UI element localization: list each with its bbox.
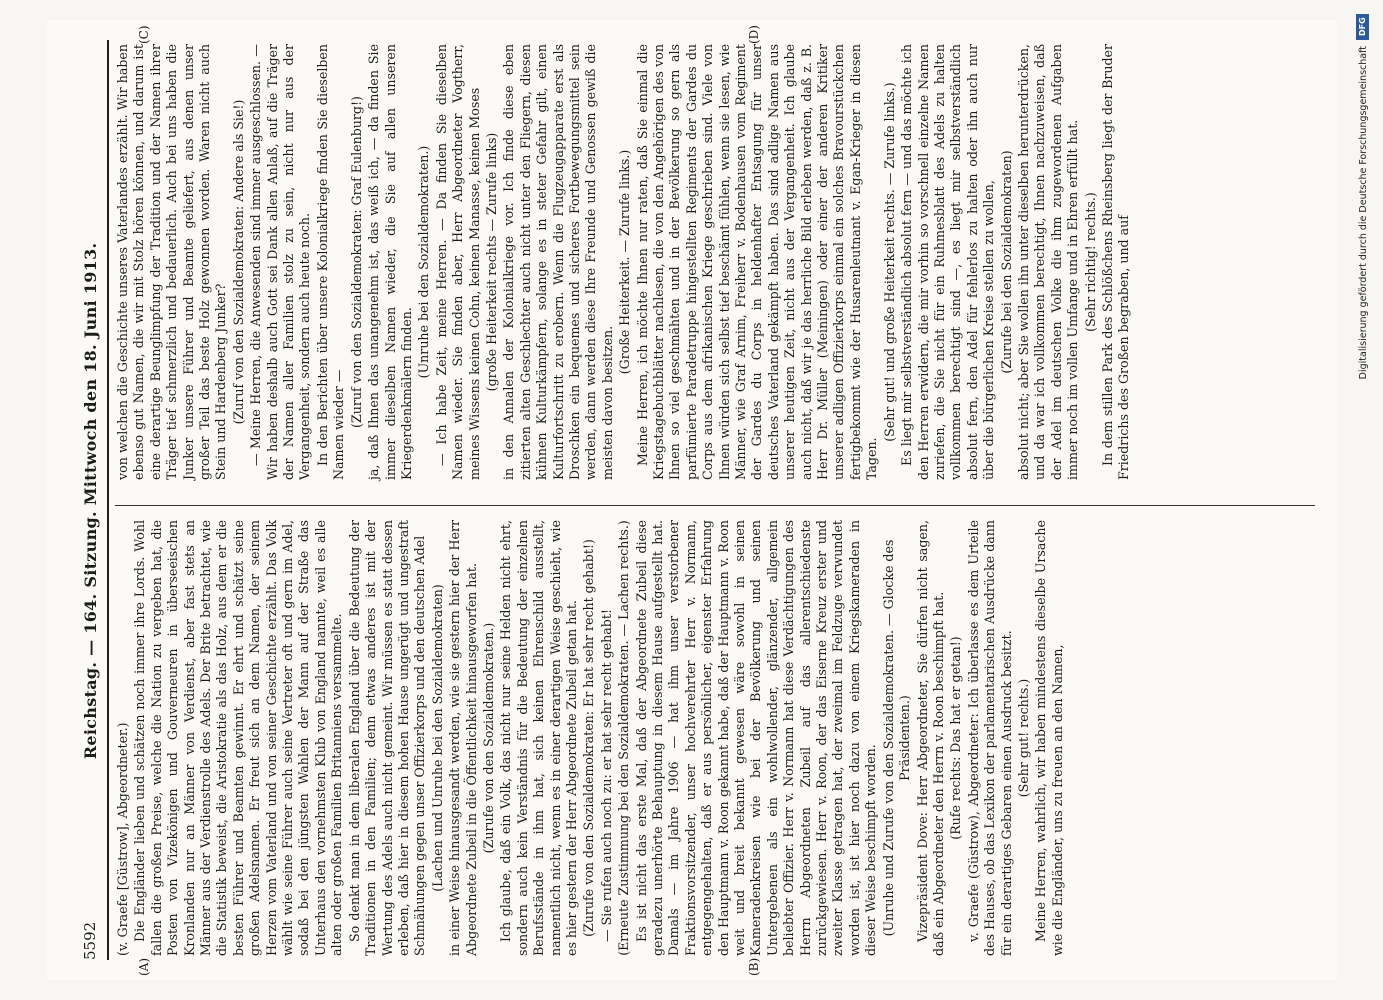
interjection: (Rufe rechts: Das hat er getan!) bbox=[947, 636, 963, 840]
interjection: (Zurufe von den Sozialdemokraten: Er hat sehr recht gehabt!) bbox=[580, 539, 596, 937]
paragraph: — Sie rufen auch noch zu: er hat sehr recht gehabt! bbox=[598, 609, 614, 942]
paragraph: — Ich habe Zeit, meine Herren. — Da finden Sie dieselben Namen wieder. Sie finden aber, Herr Abgeordneter Vogtherr, meines Wissens keinen Cohn, keinen Manasse, keinen Moses bbox=[433, 44, 482, 480]
margin-mark-d: (D) bbox=[746, 25, 761, 44]
dfg-logo: DFG bbox=[1356, 14, 1369, 40]
paragraph: In den Berichten über unsere Kolonialkriege finden Sie dieselben Namen wieder — bbox=[314, 44, 346, 480]
right-text-column bbox=[115, 44, 1134, 480]
paragraph: In dem stillen Park des Schlößchens Rheinsberg liegt der Bruder Friedrichs des Großen begraben, und auf bbox=[1099, 44, 1131, 480]
paragraph: in einer Weise hinausgesandt werden, wie sie gestern hier der Herr Abgeordnete Zubeil in die Öffentlichkeit hinausgeworfen hat. bbox=[446, 520, 479, 956]
margin-mark-a: (A) bbox=[136, 957, 151, 976]
paragraph: Ich glaube, daß ein Volk, das nicht nur seine Helden nicht ehrt, sondern auch kein Verständnis für die Bedeutung der einzelnen Berufsstände in ihm hat, sich keinen Ehrenschild ausstellt, namentlich nicht, wenn es in einer derartigen Weise geschieht, wie es hier gestern der Herr Abgeordnete Zubeil getan hat. bbox=[497, 520, 579, 956]
paragraph: ja, daß Ihnen das unangenehm ist, das weiß ich, — da finden Sie immer dieselben Namen wieder, die Sie auf allen unseren Kriegerdenkmälern finden. bbox=[365, 44, 414, 480]
interjection: (Sehr gut! rechts.) bbox=[1015, 678, 1031, 798]
paragraph: Meine Herren, wahrlich, wir haben mindestens dieselbe Ursache wie die Engländer, uns zu freuen an den Namen, bbox=[1032, 520, 1065, 956]
paragraph: Meine Herren, ich möchte Ihnen nur raten, daß Sie einmal die Kriegstagebuchblätter nachlesen, die von den Angehörigen des von Ihnen so viel geschmähten und in der Bevölkerung so gern als parfümierte Paradetruppe hingestellten Regiments der Gardes du Corps aus dem afrikanischen Kriege geschrieben sind. Viele von Ihnen würden sich selbst tief beschämt fühlen, wenn sie lesen, wie Männer, wie Graf Arnim, Freiherr v. Bodenhausen vom Regiment der Gardes du Corps in heldenhafter Entsagung für unser deutsches Vaterland gekämpft haben. Das sind adlige Namen aus unserer heutigen Zeit, nicht aus der Vergangenheit. Ich glaube auch nicht, daß wir je das herrliche Bild erleben werden, daß z. B. Herr Dr. Müller (Meiningen) oder einer der anderen Kritiker unserer adligen Offizierkorps einmal ein solches Bravourstückchen fertigbekommt wie der Husarenleutnant v. Egan-Krieger in diesen Tagen. bbox=[634, 44, 879, 480]
left-text-column bbox=[115, 520, 1067, 956]
paragraph: in den Annalen der Kolonialkriege vor. Ich finde diese eben zitierten alten Geschlechter auch nicht unter den Fliegern, diesen kühnen Kulturkämpfern, solange es in steter Gefahr gilt, einen Kulturfortschritt zu erobern. Wenn die Flugzeugapparate erst als Droschken ein bequemes und sicheres Fortbewegungsmittel sein werden, dann werden diese Ihre Freunde und Genossen gewiß die meisten davon besitzen. bbox=[500, 44, 615, 480]
margin-mark-b: (B) bbox=[746, 957, 761, 976]
digitization-credit: Digitalisierung gefördert durch die Deutsche Forschungsgemeinschaft bbox=[1358, 46, 1369, 380]
paragraph: absolut nicht; aber Sie wollen ihn unter dieselben herunterdrücken, und da war ich vollkommen berechtigt, Ihnen nachzuweisen, daß der Adel im deutschen Volke die ihm zugewordenen Aufgaben immer noch im vollen Umfange und in Ehren erfüllt hat. bbox=[1015, 44, 1080, 480]
interjection: (Zuruf von den Sozialdemokraten: Andere als Sie!) bbox=[230, 99, 246, 425]
paragraph: Es liegt mir selbstverständlich absolut fern — und das möchte ich den Herren erwidern, die mir vorhin so vorschnell einzelne Namen zuriefen, die Sie nicht für ein Ruhmesblatt des Adels zu halten vollkommen berechtigt sind —, es liegt mir selbstverständlich absolut fern, den Adel für fehlerlos zu halten oder ihn auch nur über die bürgerlichen Kreise stellen zu wollen, bbox=[898, 44, 996, 480]
paragraph: Vizepräsident Dove: Herr Abgeordneter, Sie dürfen nicht sagen, daß ein Abgeordneter den Herrn v. Roon beschimpft hat. bbox=[914, 520, 946, 956]
page-number: 5592 bbox=[80, 921, 99, 960]
page-header bbox=[75, 40, 105, 960]
interjection: (Sehr gut! und große Heiterkeit rechts. — Zurufe links.) bbox=[881, 82, 897, 442]
paragraph: So denkt man in dem liberalen England über die Bedeutung der Traditionen in den Familien; denn etwas anderes ist mit der Wertung des Adels auch nicht gemeint. Wir müssen es statt dessen erleben, daß hier in diesem hohen Hause ungerügt und ungestraft Schmähungen gegen unser Offizierkorps und den deutschen Adel bbox=[346, 520, 427, 956]
scanned-page bbox=[47, 20, 1337, 980]
interjection: (Erneute Zustimmung bei den Sozialdemokraten. — Lachen rechts.) bbox=[615, 520, 631, 956]
speaker-lead: (v. Graefe [Güstrow], Abgeordneter.) bbox=[114, 722, 130, 956]
interjection: (Sehr richtig! rechts.) bbox=[1082, 192, 1098, 332]
digitization-note bbox=[1353, 8, 1375, 988]
paragraph: Es ist nicht das erste Mal, daß der Abgeordnete Zubeil diese geradezu unerhörte Behauptung in diesem Hause aufgestellt hat. Damals — im Jahre 1906 — hat ihm unser verstorbener Fraktionsvorsitzender, unser hochverehrter Herr v. Normann, entgegengehalten, daß er aus persönlicher, eigenster Erfahrung den Hauptmann v. Roon gekannt habe, daß der Hauptmann v. Roon weit und breit bekannt gewesen wäre sowohl in seinen Kameradenkreisen wie bei der Bevölkerung und seinen Untergebenen als ein wohlwollender, glänzender, allgemein beliebter Offizier. Herr v. Normann hat diese Verdächtigungen des Herrn Abgeordneten Zubeil auf das allerentschiedenste zurückgewiesen. Herr v. Roon, der das Eiserne Kreuz erster und zweiter Klasse getragen hat, der zweimal im Feldzuge verwundet worden ist, ist hier noch dazu von einem Kriegskameraden in dieser Weise beschimpft worden. bbox=[633, 520, 878, 956]
page-title: Reichstag. — 164. Sitzung. Mittwoch den 18. Juni 1913. bbox=[80, 242, 99, 760]
paragraph: Die Engländer lieben und schätzen noch immer ihre Lords. Wohl fallen die großen Preise, welche die Nation zu vergeben hat, die Posten von Vizekönigen und Gouverneuren in überseeischen Kronlanden nur an Männer von Verdienst, aber fast stets an Männer aus der Verdienstrolle des Adels. Der Brite betrachtet, wie die Statistik beweist, die Aristokratie als das Holz, aus dem er die besten Führer und Beamten gewinnt. Er ehrt und schätzt seine großen Adelsnamen. Er freut sich an dem Namen, der seinem Herzen vom Vaterland und von seiner Geschichte erzählt. Das Volk wählt wie seine Führer auch seine Vertreter oft und gern im Adel, sodaß bei den jüngsten Wahlen der Mann auf der Straße das Unterhaus den vornehmsten Klub von England nannte, weil es alle alten oder großen Familien Britanniens versammelte. bbox=[131, 520, 344, 956]
paragraph: v. Graefe (Güstrow), Abgeordneter: Ich überlasse es dem Urteile des Hauses, ob das Lexikon der parlamentarischen Ausdrücke dann für ein derartiges Gebaren einen Ausdruck besitzt. bbox=[965, 520, 1014, 956]
paragraph: von welchen die Geschichte unseres Vaterlandes erzählt. Wir haben ebenso gut Namen, die wir mit Stolz hören können, und darum ist eine derartige Beunglimpfung der Tradition und der Namen ihrer Träger tief schmerzlich und bedauerlich. Auch bei uns haben die Junker unsere Führer und Beamte geliefert, aus denen unser großer Teil das beste Holz gewonnen worden. Waren nicht auch Stein und Hardenberg Junker? bbox=[114, 44, 228, 480]
interjection: (Unruhe bei den Sozialdemokraten.) bbox=[415, 145, 431, 379]
interjection: (Zurufe bei den Sozialdemokraten) bbox=[998, 150, 1014, 374]
interjection: (große Heiterkeit rechts — Zurufe links) bbox=[483, 132, 499, 392]
interjection: (Zurufe von den Sozialdemokraten.) bbox=[480, 622, 496, 854]
header-rule bbox=[107, 40, 109, 960]
interjection: (Unruhe und Zurufe von den Sozialdemokraten. — Glocke des Präsidenten.) bbox=[880, 539, 912, 937]
margin-mark-c: (C) bbox=[136, 25, 151, 44]
paragraph: — Meine Herren, die Anwesenden sind immer ausgeschlossen. — Wir haben deshalb auch Gott sei Dank allen Anlaß, auf die Träger der Namen aller Familien stolz zu sein, nicht nur aus der Vergangenheit, sondern auch heute noch. bbox=[247, 44, 312, 480]
column-divider bbox=[115, 505, 1315, 506]
interjection: (Zuruf von den Sozialdemokraten: Graf Eulenburg!) bbox=[348, 96, 364, 428]
interjection: (Große Heiterkeit. — Zurufe links.) bbox=[616, 149, 632, 375]
interjection: (Lachen und Unruhe bei den Sozialdemokraten) bbox=[429, 584, 445, 892]
